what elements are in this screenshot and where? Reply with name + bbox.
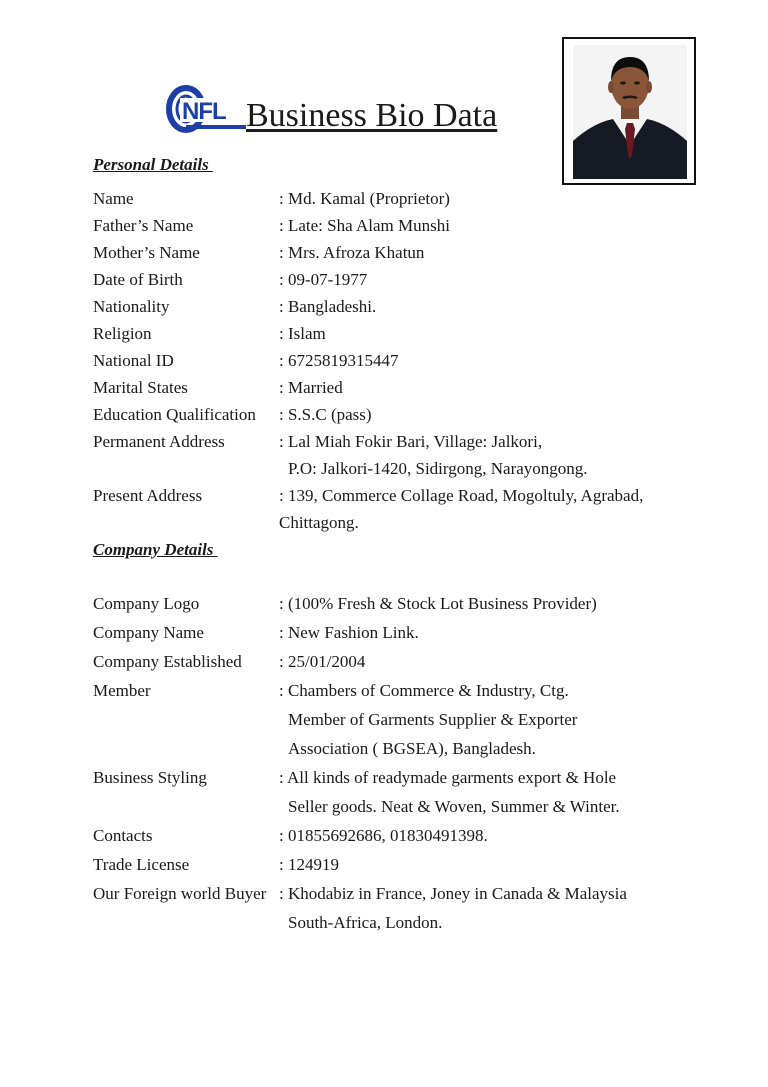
profile-photo	[562, 37, 696, 185]
page-title: Business Bio Data	[246, 97, 498, 134]
label-contacts: Contacts	[93, 826, 153, 845]
value-member: : Chambers of Commerce & Industry, Ctg.	[279, 681, 569, 700]
personal-details-heading: Personal Details	[93, 155, 213, 174]
label-date-of-birth: Date of Birth	[93, 270, 183, 289]
label-trade-license: Trade License	[93, 855, 190, 874]
value-trade-license: : 124919	[279, 855, 339, 874]
label-nationality: Nationality	[93, 297, 170, 316]
label-name: Name	[93, 189, 134, 208]
label-company-name: Company Name	[93, 623, 204, 642]
label-mothers-name: Mother’s Name	[93, 243, 200, 262]
label-marital-status: Marital States	[93, 378, 188, 397]
label-permanent-address: Permanent Address	[93, 432, 225, 451]
label-present-address: Present Address	[93, 486, 203, 505]
value-foreign-buyer: : Khodabiz in France, Joney in Canada & Malaysia	[279, 884, 627, 903]
value-present-address-line2: Chittagong.	[279, 513, 359, 532]
value-name: : Md. Kamal (Proprietor)	[279, 189, 450, 208]
value-national-id: : 6725819315447	[279, 351, 399, 370]
label-education: Education Qualification	[93, 405, 256, 424]
label-member: Member	[93, 681, 151, 700]
value-present-address: : 139, Commerce Collage Road, Mogoltuly, Agrabad,	[279, 486, 644, 505]
label-company-established: Company Established	[93, 652, 242, 671]
label-company-logo: Company Logo	[93, 594, 200, 613]
value-nationality: : Bangladeshi.	[279, 297, 377, 316]
value-permanent-address-line2: P.O: Jalkori-1420, Sidirgong, Narayongong.	[288, 459, 588, 478]
value-member-line2: Member of Garments Supplier & Exporter	[288, 710, 578, 729]
label-national-id: National ID	[93, 351, 174, 370]
label-foreign-buyer: Our Foreign world Buyer	[93, 884, 267, 903]
company-details-heading: Company Details	[93, 540, 218, 559]
logo-text: NFL	[182, 98, 226, 125]
value-company-name: : New Fashion Link.	[279, 623, 419, 642]
value-contacts: : 01855692686, 01830491398.	[279, 826, 488, 845]
label-fathers-name: Father’s Name	[93, 216, 194, 235]
value-mothers-name: : Mrs. Afroza Khatun	[279, 243, 425, 262]
value-foreign-buyer-line2: South-Africa, London.	[288, 913, 443, 932]
value-company-established: : 25/01/2004	[279, 652, 366, 671]
value-religion: : Islam	[279, 324, 326, 343]
value-business-styling: : All kinds of readymade garments export & Hole	[279, 768, 617, 787]
value-member-line3: Association ( BGSEA), Bangladesh.	[288, 739, 536, 758]
value-marital-status: : Married	[279, 378, 343, 397]
value-company-logo: : (100% Fresh & Stock Lot Business Provider)	[279, 594, 597, 613]
value-fathers-name: : Late: Sha Alam Munshi	[279, 216, 450, 235]
value-business-styling-line2: Seller goods. Neat & Woven, Summer & Winter.	[288, 797, 620, 816]
value-date-of-birth: : 09-07-1977	[279, 270, 368, 289]
value-education: : S.S.C (pass)	[279, 405, 372, 424]
label-religion: Religion	[93, 324, 152, 343]
company-logo	[166, 84, 248, 134]
label-business-styling: Business Styling	[93, 768, 207, 787]
value-permanent-address: : Lal Miah Fokir Bari, Village: Jalkori,	[279, 432, 543, 451]
